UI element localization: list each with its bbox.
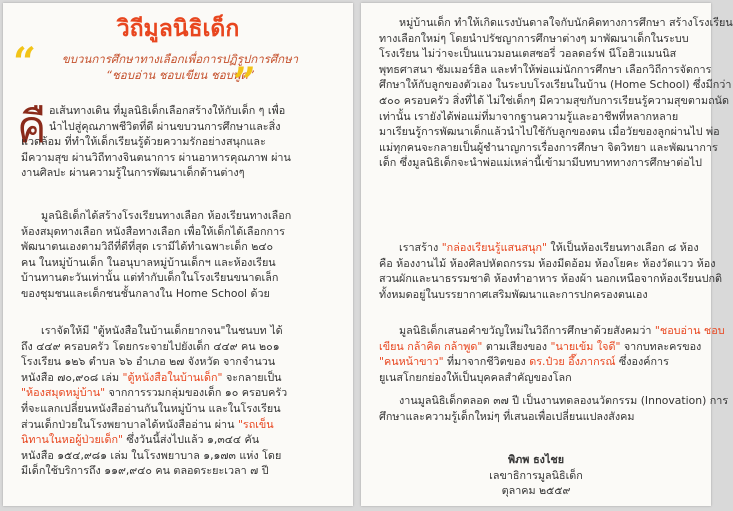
text-segment: จากบทละครของ — [620, 339, 702, 353]
text-line: ทางเลือกใหม่ๆ โดยนำปรัชญาการศึกษาต่างๆ มาพัฒนาเด็กในระบบ — [379, 31, 689, 45]
highlight-text: เขียน กล้าคิด กล้าพูด" — [379, 339, 483, 353]
highlight-text: "ชอบอ่าน ชอบ — [654, 324, 725, 337]
text-line — [379, 339, 702, 355]
paragraph-3 — [21, 323, 339, 479]
paragraph-2 — [21, 208, 339, 302]
text-line: มีความสุข ผ่านวิถีทางจินตนาการ ผ่านอาหารคุณภาพ ผ่าน — [21, 150, 291, 164]
paragraph-1-body — [21, 134, 339, 181]
text-segment: ตามเสียงของ — [482, 339, 551, 353]
text-line: ยูเนสโกยกย่องให้เป็นบุคคลสำคัญของโลก — [379, 370, 572, 384]
highlight-text: ดร.ป๋วย อึ๊งภากรณ์ — [529, 355, 616, 369]
text-line: แวดล้อม ที่ทำให้เด็กเรียนรู้ด้วยความรักอย่างสนุกและ — [21, 135, 266, 148]
text-line: ห้องสมุดทางเลือก หนังสือทางเลือก เพื่อให้เด็กได้เลือกการ — [21, 224, 285, 238]
text-line: นำไปสู่คุณภาพชีวิตที่ดี ผ่านขบวนการศึกษาและสิ่ง — [49, 119, 281, 133]
highlight-text: "กล่องเรียนรู้แสนสนุก" — [441, 241, 547, 254]
text-line: ทั้งหมดอยู่ในบรรยากาศเสริมพัฒนาและการปกครองตนเอง — [379, 287, 648, 301]
paragraph-3 — [379, 323, 725, 385]
text-line: มีเด็กใช้บริการถึง ๑๑๙,๙๔๐ คน ตลอดระยะเวลา ๗ ปี — [21, 464, 269, 478]
text-line: ศึกษาและความรู้เด็กใหม่ๆ ที่เสนอเพื่อเปลี่ยนแปลงสังคม — [379, 409, 635, 423]
highlight-text: "ห้องสมุดหมู่บ้าน" — [21, 386, 106, 400]
highlight-text: นิทานในหอผู้ป่วยเด็ก" — [21, 433, 123, 447]
text-line: คน ในหมู่บ้านเด็ก ในอนุบาลหมู่บ้านเด็กฯ และห้องเรียน — [21, 255, 276, 269]
text-line: คือ ห้องงานไม้ ห้องศิลปหัตถกรรม ห้องมีดอ้อม ห้องโยคะ ห้องวัดแวว ห้อง — [379, 256, 716, 270]
text-line: หมู่บ้านเด็ก ทำให้เกิดแรงบันดาลใจกับนักคิดทางการศึกษา สร้างโรงเรียน — [399, 16, 733, 29]
text-segment: ซึ่งวันนี้ส่งไปแล้ว ๑,๓๔๔ คัน — [122, 433, 260, 447]
text-line: อเส้นทางเดิน ที่มูลนิธิเด็กเลือกสร้างให้กับเด็ก ๆ เพื่อ — [49, 104, 286, 117]
text-line — [21, 432, 339, 448]
text-line: มูลนิธิเด็กได้สร้างโรงเรียนทางเลือก ห้องเรียนทางเลือก — [41, 209, 292, 222]
text-segment: ส่วนเด็กป่วยในโรงพยาบาลได้หนังสืออ่าน ผ่าน — [21, 417, 238, 431]
text-line: ของชุมชนและเด็กชนชั้นกลางใน Home School ด้วย — [21, 286, 270, 300]
text-line: ที่จะแลกเปลี่ยนหนังสืออ่านกันในหมู่บ้าน และในโรงเรียน — [21, 401, 281, 415]
text-line: สวนผักและนาธรรมชาติ ห้องทำอาหาร ห้องผ้า นอกเหนือจากห้องเรียนปกติ — [379, 272, 723, 286]
text-segment: มูลนิธิเด็กเสนอคำขวัญใหม่ในวิถีการศึกษาด้วยสังคมว่า — [399, 324, 655, 337]
highlight-text: "ตู้หนังสือในบ้านเด็ก" — [122, 370, 223, 384]
signer-name: พิภพ ธงไชย — [507, 453, 565, 466]
highlight-text: "รถเข็น — [237, 417, 274, 431]
text-line: ศึกษาให้กับลูกของตัวเอง ในระบบโรงเรียนในบ้าน (Home School) ซึ่งมีกว่า — [379, 78, 732, 92]
text-segment: จะกลายเป็น — [222, 370, 282, 384]
text-line: โรงเรียน ๑๒๖ ตำบล ๖๖ อำเภอ ๒๗ จังหวัด จากจำนวน — [21, 355, 276, 369]
sign-date: ตุลาคม ๒๕๕๙ — [501, 484, 571, 497]
subtitle-line-1: ขบวนการศึกษาทางเลือกเพื่อการปฏิรูปการศึกษา — [61, 52, 299, 66]
text-segment: ซึ่งองค์การ — [615, 355, 669, 369]
text-line: งานมูลนิธิเด็กตลอด ๓๗ ปี เป็นงานทดลองนวัตกรรม (Innovation) การ — [399, 394, 729, 407]
paragraph-1-head — [49, 103, 339, 134]
paragraph-2 — [379, 240, 723, 302]
text-line: มาเรียนรู้การพัฒนาเด็กแล้วนำไปใช้กับลูกของตน เมื่อวัยของลูกผ่านไป พ่อ — [379, 125, 720, 139]
page-title: วิถีมูลนิธิเด็ก — [116, 16, 240, 42]
text-line: งานศิลปะ ผ่านความรู้ในการพัฒนาเด็กด้านต่างๆ — [21, 166, 245, 180]
text-segment: เราสร้าง — [399, 241, 442, 254]
text-segment: ให้เป็นห้องเรียนทางเลือก ๘ ห้อง — [547, 241, 699, 254]
text-line — [21, 385, 339, 401]
text-line — [379, 323, 725, 339]
quote-close-icon: ” — [233, 59, 257, 106]
text-segment: หนังสือ ๗๐,๙๐๘ เล่ม — [21, 370, 123, 384]
left-page — [3, 3, 353, 506]
text-line: เท่านั้น เรายังได้พ่อแม่ที่มาจากฐานความรู้และอาชีพที่หลากหลาย — [379, 109, 679, 123]
text-line: พัฒนาตนเองตามวิถีที่ดีที่สุด เรามีได้ทำเฉพาะเด็ก ๒๔๐ — [21, 240, 274, 254]
text-segment: ที่มาจากชีวิตของ — [443, 355, 530, 369]
text-line: บ้านทานตะวันเท่านั้น แต่ทำกับเด็กในโรงเรียนขนาดเล็ก — [21, 271, 279, 285]
text-line: ๕๐๐ ครอบครัว สิ่งที่ได้ ไม่ใช่เด็กๆ มีความสุขกับการเรียนรู้ความสุขตามถนัด — [379, 93, 730, 107]
text-line: เราจัดให้มี "ตู้หนังสือในบ้านเด็กยากจน"ในชนบท ได้ — [41, 324, 283, 337]
page-subtitle — [25, 51, 335, 83]
subtitle-line-2: “ชอบอ่าน ชอบเขียน ชอบพูด” — [106, 68, 254, 82]
paragraph-1 — [379, 15, 733, 171]
signature-block — [361, 452, 711, 499]
text-line — [379, 354, 697, 370]
text-line: ถึง ๔๔๙ ครอบครัว โดยกระจายไปยังเด็ก ๔๔๙ คน ๒๐๑ — [21, 339, 280, 353]
quote-open-icon: “ — [13, 39, 37, 86]
text-line: แม่ทุกคนจะกลายเป็นผู้ชำนาญการเรื่องการศึกษา จิตวิทยา และพัฒนาการ — [379, 140, 718, 154]
text-line — [21, 370, 339, 386]
text-segment: จากการรวมกลุ่มของเด็ก ๑๐ ครอบครัว — [105, 386, 288, 400]
text-line: พุทธศาสนา ซัมเมอร์ฮิล และทำให้พ่อแม่นักการศึกษา เลือกวิถีการจัดการ — [379, 62, 712, 76]
highlight-text: "คนหน้าขาว" — [379, 355, 444, 369]
signer-role: เลขาธิการมูลนิธิเด็ก — [489, 468, 583, 482]
text-line: หนังสือ ๑๕๔,๙๘๑ เล่ม ในโรงพยาบาล ๑,๑๗๓ แห่ง โดย — [21, 448, 282, 462]
text-line: เด็ก ซึ่งมูลนิธิเด็กจะนำพ่อแม่เหล่านี้เข้ามามีบทบาททางการศึกษาต่อไป — [379, 156, 702, 170]
drop-cap: คื — [17, 102, 47, 153]
paragraph-4 — [379, 393, 729, 424]
text-line: โรงเรียน ไม่ว่าจะเป็นแนวมอนเตสซอรี่ วอลดอร์ฟ นีโอฮิวแมนนิส — [379, 47, 677, 61]
text-line — [379, 240, 697, 256]
right-page — [361, 3, 733, 506]
highlight-text: "นายเข้ม ใจดี" — [550, 339, 621, 353]
text-line — [21, 417, 339, 433]
